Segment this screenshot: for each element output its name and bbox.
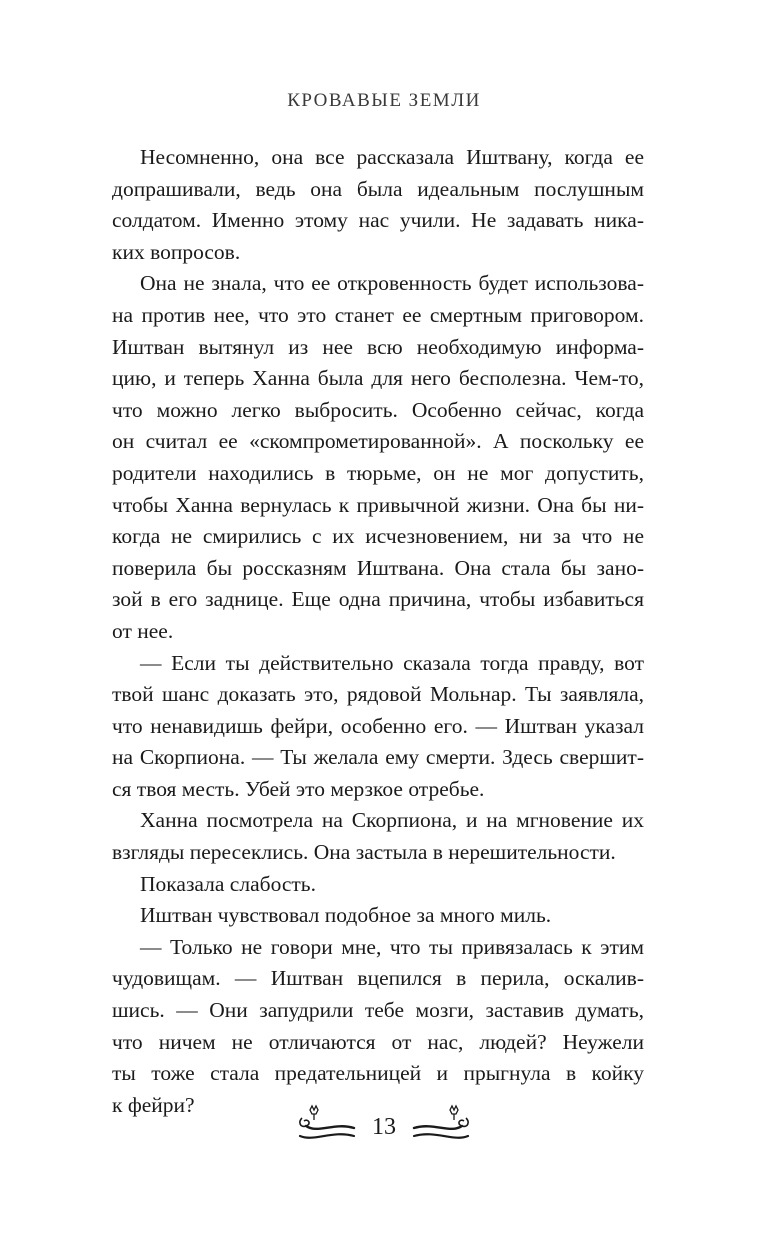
scroll-ornament-left-icon (296, 1104, 358, 1144)
text-line: родители находились в тюрьме, он не мог допустить, (112, 460, 644, 485)
scroll-ornament-right-icon (410, 1104, 472, 1144)
text-line: шись. — Они запудрили тебе мозги, заставив думать, (112, 998, 644, 1023)
text-line: твой шанс доказать это, рядовой Мольнар. Ты заявляла, (112, 682, 644, 707)
text-line: взгляды пересеклись. Она застыла в нерешительности. (112, 840, 616, 865)
text-line: Несомненно, она все рассказала Иштвану, когда ее (140, 145, 644, 169)
text-line: цию, и теперь Ханна была для него бесполезна. Чем-то, (112, 366, 644, 391)
folio (0, 1100, 768, 1148)
text-line: ся твоя месть. Убей это мерзкое отребье. (112, 776, 485, 801)
text-line: солдатом. Именно этому нас учили. Не задавать ника- (112, 208, 644, 233)
text-line: на Скорпиона. — Ты желала ему смерти. Здесь свершит- (112, 745, 644, 770)
text-line: от нее. (112, 618, 174, 643)
body-text (112, 142, 644, 1121)
text-line: Она не знала, что ее откровенность будет использова- (140, 271, 644, 296)
text-line: — Если ты действительно сказала тогда правду, вот (140, 650, 644, 675)
text-line: Иштван вытянул из нее всю необходимую информа- (112, 334, 644, 359)
page-number: 13 (372, 1113, 396, 1140)
text-line: зой в его заднице. Еще одна причина, чтобы избавиться (112, 587, 644, 612)
text-line: — Только не говори мне, что ты привязалась к этим (140, 934, 644, 959)
text-line: допрашивали, ведь она была идеальным послушным (112, 176, 644, 201)
text-line: Ханна посмотрела на Скорпиона, и на мгновение их (140, 808, 644, 833)
text-line: что можно легко выбросить. Особенно сейчас, когда (112, 397, 644, 422)
text-line: он считал ее «скомпрометированной». А поскольку ее (112, 429, 644, 454)
text-line: ких вопросов. (112, 239, 241, 264)
text-line: Показала слабость. (140, 871, 316, 896)
text-line: что ненавидишь фейри, особенно его. — Иштван указал (112, 713, 644, 738)
text-line: к фейри? (112, 1092, 195, 1117)
text-line: что ничем не отличаются от нас, людей? Неужели (112, 1029, 644, 1054)
text-line: когда не смирились с их исчезновением, ни за что не (112, 524, 644, 549)
text-line: Иштван чувствовал подобное за много миль. (140, 903, 552, 928)
running-head: КРОВАВЫЕ ЗЕМЛИ (287, 90, 481, 111)
text-line: поверила бы россказням Иштвана. Она стала бы зано- (112, 555, 644, 580)
text-line: на против нее, что это станет ее смертным приговором. (112, 302, 644, 327)
text-line: чудовищам. — Иштван вцепился в перила, оскалив- (112, 966, 644, 991)
text-line: чтобы Ханна вернулась к привычной жизни. Она бы ни- (112, 492, 644, 517)
text-line: ты тоже стала предательницей и прыгнула в койку (112, 1061, 644, 1086)
